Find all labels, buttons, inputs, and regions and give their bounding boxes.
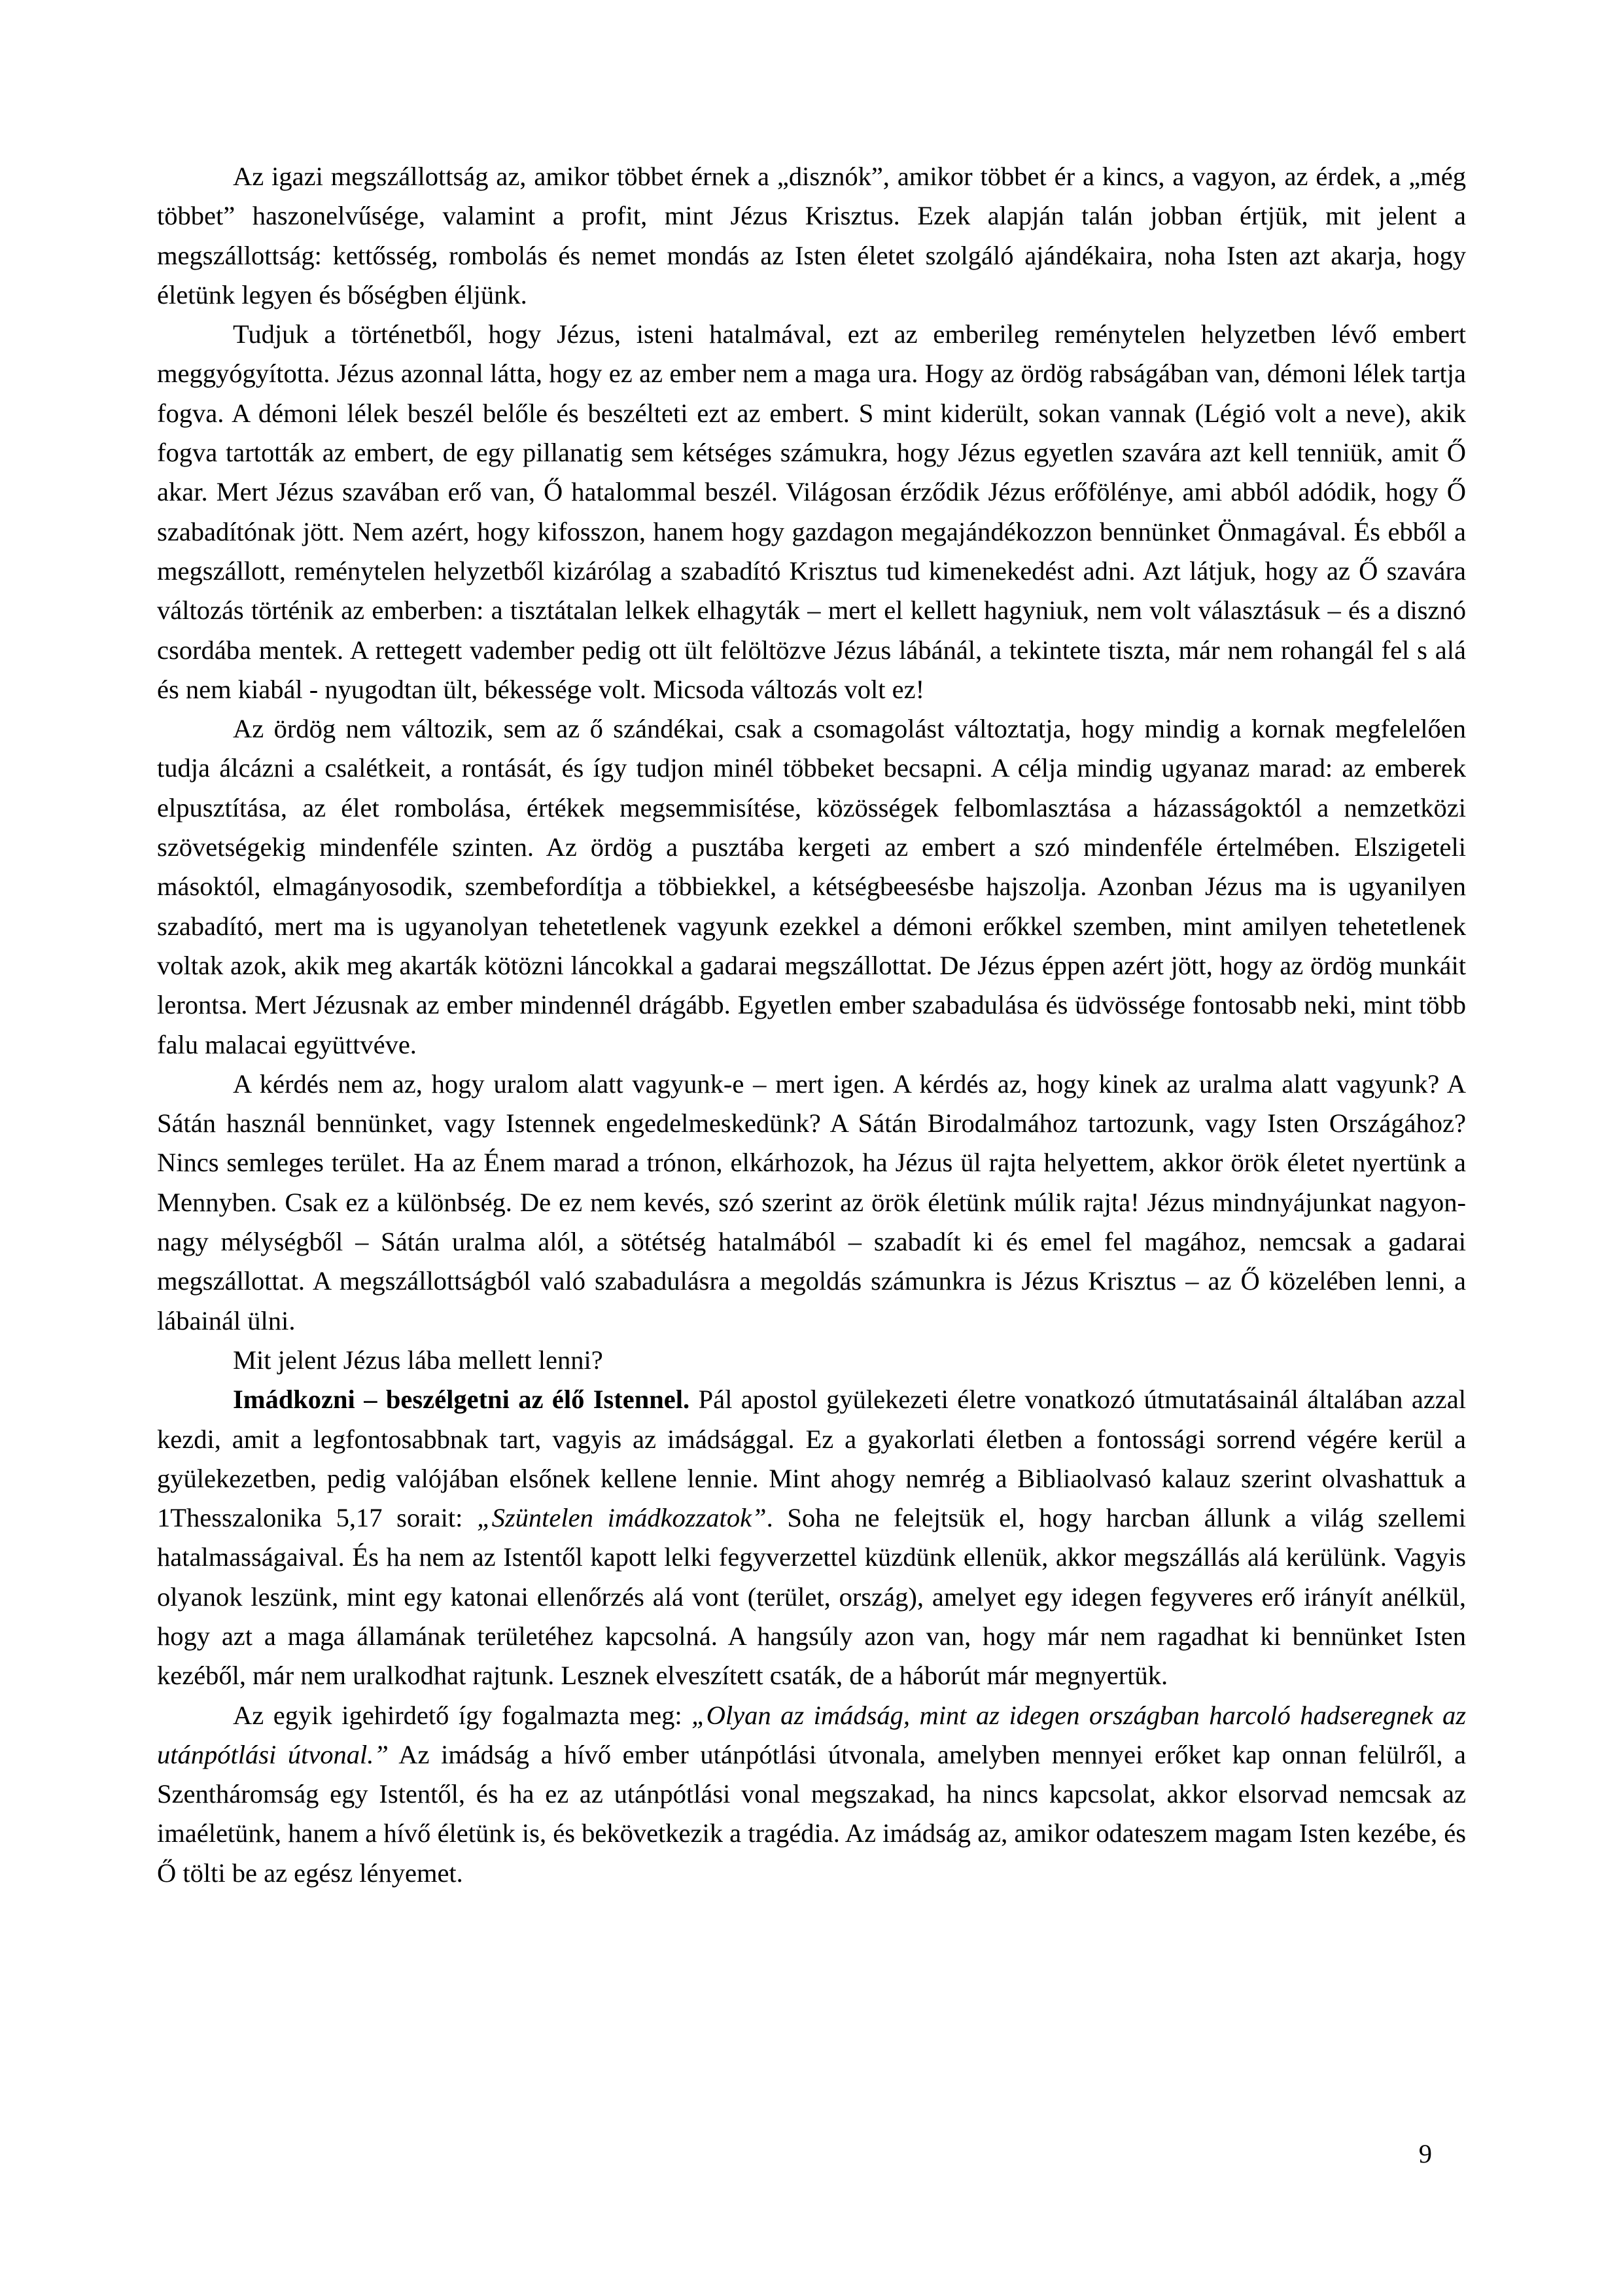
- text-segment: Az igazi megszállottság az, amikor többet érnek a „disznók”, amikor többet ér a kincs, a vagyon, az érdek, a „még többet” haszonelvűsége, valamint a profit, mint Jézus Krisztus. Ezek alapján talán jobban értjük, mit jelent a megszállottság: kettősség, rombolás és nemet mondás az Isten életet szolgáló ajándékaira, noha Isten azt akarja, hogy életünk legyen és bőségben éljünk.: [157, 162, 1466, 309]
- page-number: 9: [1418, 2139, 1432, 2168]
- paragraph-p2: [157, 315, 1466, 709]
- paragraph-p7: [157, 1696, 1466, 1893]
- document-body: [157, 157, 1466, 1893]
- paragraph-p5: [157, 1341, 1466, 1380]
- text-segment: A kérdés nem az, hogy uralom alatt vagyunk-e – mert igen. A kérdés az, hogy kinek az uralma alatt vagyunk? A Sátán használ bennünket, vagy Istennek engedelmeskedünk? A Sátán Birodalmához tartozunk, vagy Isten Országához? Nincs semleges terület. Ha az Énem marad a trónon, elkárhozok, ha Jézus ül rajta helyettem, akkor örök életet nyertünk a Mennyben. Csak ez a különbség. De ez nem kevés, szó szerint az örök életünk múlik rajta! Jézus mindnyájunkat nagyon-nagy mélységből – Sátán uralma alól, a sötétség hatalmából – szabadít ki és emel fel magához, nemcsak a gadarai megszállottat. A megszállottságból való szabadulásra a megoldás számunkra is Jézus Krisztus – az Ő közelében lenni, a lábainál ülni.: [157, 1069, 1466, 1335]
- text-segment: . Soha ne felejtsük el, hogy harcban állunk a világ szellemi hatalmasságaival. És ha nem az Istentől kapott lelki fegyverzettel küzdünk ellenük, akkor megszállás alá kerülünk. Vagyis olyanok leszünk, mint egy katonai ellenőrzés alá vont (terület, ország), amelyet egy idegen fegyveres erő irányít anélkül, hogy azt a maga államának területéhez kapcsolná. A hangsúly azon van, hogy már nem ragadhat ki bennünket Isten kezéből, már nem uralkodhat rajtunk. Lesznek elveszített csaták, de a háborút már megnyertük.: [157, 1503, 1467, 1691]
- paragraph-p4: [157, 1065, 1466, 1341]
- italic-text: „Olyan az imádság, mint az idegen országban harcoló hadseregnek az utánpótlási útvonal.”: [157, 1700, 1466, 1769]
- paragraph-p6: [157, 1380, 1466, 1695]
- paragraph-p3: [157, 709, 1466, 1065]
- paragraph-p1: [157, 157, 1466, 315]
- bold-text: Imádkozni – beszélgetni az élő Istennel.: [233, 1385, 690, 1415]
- text-segment: Pál apostol gyülekezeti életre vonatkozó útmutatásainál általában azzal kezdi, amit a legfontosabbnak tart, vagyis az imádsággal. Ez a gyakorlati életben a fontossági sorrend végére kerül a gyülekezetben, pedig valójában elsőnek kellene lennie. Mint ahogy nemrég a Bibliaolvasó kalauz szerint olvashattuk a 1Thesszalonika 5,17 sorait:: [157, 1385, 1466, 1533]
- italic-text: „Szüntelen imádkozzatok”: [477, 1503, 767, 1533]
- text-segment: Az ördög nem változik, sem az ő szándékai, csak a csomagolást változtatja, hogy mindig a kornak megfelelően tudja álcázni a csalétkeit, a rontását, és így tudjon minél többeket becsapni. A célja mindig ugyanaz marad: az emberek elpusztítása, az élet rombolása, értékek megsemmisítése, közösségek felbomlasztása a házasságoktól a nemzetközi szövetségekig mindenféle szinten. Az ördög a pusztába kergeti az embert a szó mindenféle értelmében. Elszigeteli másoktól, elmagányosodik, szembefordítja a többiekkel, a kétségbeesésbe hajszolja. Azonban Jézus ma is ugyanilyen szabadító, mert ma is ugyanolyan tehetetlenek vagyunk ezekkel a démoni erőkkel szemben, mint amilyen tehetetlenek voltak azok, akik meg akarták kötözni láncokkal a gadarai megszállottat. De Jézus éppen azért jött, hogy az ördög munkáit lerontsa. Mert Jézusnak az ember mindennél drágább. Egyetlen ember szabadulása és üdvössége fontosabb neki, mint több falu malacai együttvéve.: [157, 714, 1466, 1059]
- text-segment: Az imádság a hívő ember utánpótlási útvonala, amelyben mennyei erőket kap onnan felülről, a Szentháromság egy Istentől, és ha ez az utánpótlási vonal megszakad, ha nincs kapcsolat, akkor elsorvad nemcsak az imaéletünk, hanem a hívő életünk is, és bekövetkezik a tragédia. Az imádság az, amikor odateszem magam Isten kezébe, és Ő tölti be az egész lényemet.: [157, 1739, 1467, 1888]
- text-segment: Tudjuk a történetből, hogy Jézus, isteni hatalmával, ezt az emberileg reménytelen helyzetben lévő embert meggyógyította. Jézus azonnal látta, hogy ez az ember nem a maga ura. Hogy az ördög rabságában van, démoni lélek tartja fogva. A démoni lélek beszél belőle és beszélteti ezt az embert. S mint kiderült, sokan vannak (Légió volt a neve), akik fogva tartották az embert, de egy pillanatig sem kétséges számukra, hogy Jézus egyetlen szavára azt kell tenniük, amit Ő akar. Mert Jézus szavában erő van, Ő hatalommal beszél. Világosan érződik Jézus erőfölénye, ami abból adódik, hogy Ő szabadítónak jött. Nem azért, hogy kifosszon, hanem hogy gazdagon megajándékozzon bennünket Önmagával. És ebből a megszállott, reménytelen helyzetből kizárólag a szabadító Krisztus tud kimenekedést adni. Azt látjuk, hogy az Ő szavára változás történik az emberben: a tisztátalan lelkek elhagyták – mert el kellett hagyniuk, nem volt választásuk – és a disznó csordába mentek. A rettegett vadember pedig ott ült felöltözve Jézus lábánál, a tekintete tiszta, már nem rohangál fel s alá és nem kiabál - nyugodtan ült, békessége volt. Micsoda változás volt ez!: [157, 319, 1466, 704]
- text-segment: Az egyik igehirdető így fogalmazta meg:: [233, 1700, 692, 1730]
- text-segment: Mit jelent Jézus lába mellett lenni?: [233, 1345, 603, 1375]
